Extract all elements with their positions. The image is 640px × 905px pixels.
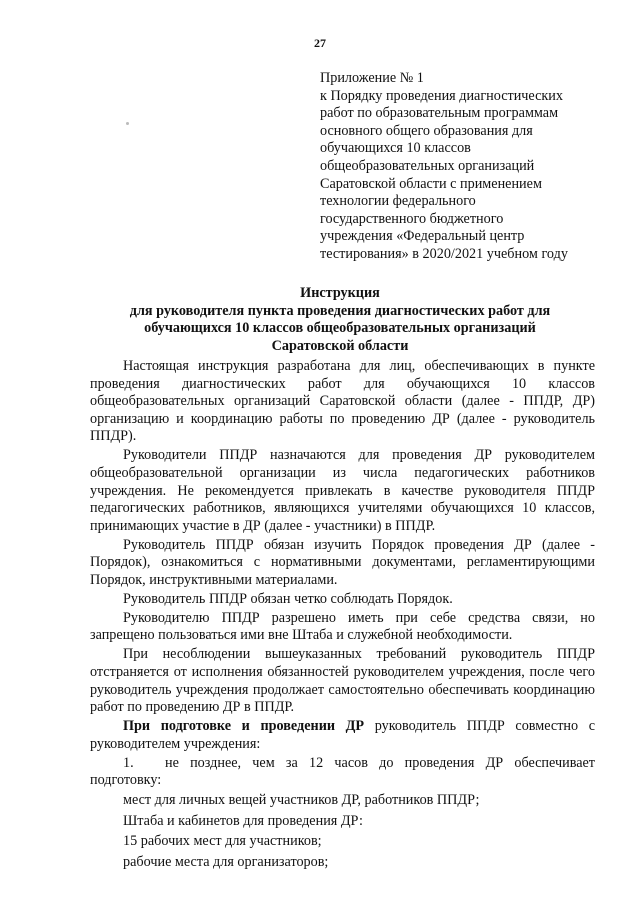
sub-item: 15 рабочих мест для участников; [123,833,322,850]
preparation-lead: При подготовке и проведении ДР [123,718,365,735]
document-title [80,285,600,355]
appendix-line: к Порядку проведения диагностических [320,87,563,104]
appendix-line: учреждения «Федеральный центр [320,228,525,245]
sub-item: мест для личных вещей участников ДР, работников ППДР; [123,791,480,808]
sub-item: рабочие места для организаторов; [123,853,329,870]
paragraph-communication: Руководителю ППДР разрешено иметь при себе средства связи, но запрещено пользоваться ими вне Штаба и служебной необходимости. [90,609,595,644]
document-body [90,358,595,874]
appendix-line: общеобразовательных организаций [320,157,535,174]
appendix-header [320,70,620,264]
title-line: обучающихся 10 классов общеобразовательных организаций [144,320,536,337]
title-heading: Инструкция [300,285,380,301]
appendix-line: работ по образовательным программам [320,105,559,122]
appendix-line: технологии федерального [320,193,476,210]
page-number: 27 [314,36,326,50]
title-line: Саратовской области [271,337,409,354]
appendix-line: Саратовской области с применением [320,175,542,192]
paragraph-obligations: Руководитель ППДР обязан изучить Порядок проведения ДР (далее - Порядок), ознакомиться с нормативными документами, регламентирующими Порядок, инструктивными материалами. [90,536,595,588]
paragraph-violations: При несоблюдении вышеуказанных требований руководитель ППДР отстраняется от исполнения обязанностей руководителем учреждения, после чего руководитель учреждения продолжает самостоятельно обеспечивать координацию работ по проведению ДР в ППДР. [90,646,595,716]
appendix-line: тестирования» в 2020/2021 учебном году [320,245,568,262]
appendix-line: обучающихся 10 классов [320,140,471,157]
sub-item: Штаба и кабинетов для проведения ДР: [123,812,363,829]
appendix-line: основного общего образования для [320,122,533,139]
paragraph-intro: Настоящая инструкция разработана для лиц, обеспечивающих в пункте проведения диагностических работ для обучающихся 10 классов общеобразовательных организаций Саратовской области (далее - ППДР, ДР) организацию и координацию работы по проведению ДР (далее - руководитель ППДР). [90,358,595,445]
preparation-text: руководитель ППДР совместно с руководителем учреждения: [90,718,595,752]
appendix-line: Приложение № 1 [320,70,424,86]
title-line: для руководителя пункта проведения диагностических работ для [129,302,551,319]
paragraph-preparation [90,718,595,753]
list-item-number: 1. [123,754,134,771]
scan-speck [126,122,129,125]
paragraph-appointment: Руководители ППДР назначаются для проведения ДР руководителем общеобразовательной организации из числа педагогических работников учреждения. Не рекомендуется привлекать в качестве руководителя ППДР педагогических работников, являющихся учителями обучающихся 10 классов, принимающих участие в ДР (далее - участники) в ППДР. [90,447,595,534]
list-item-text: не позднее, чем за 12 часов до проведения ДР обеспечивает подготовку: [90,754,595,789]
paragraph-compliance: Руководитель ППДР обязан четко соблюдать Порядок. [123,590,453,607]
appendix-line: государственного бюджетного [320,210,504,227]
list-item-1 [90,755,595,790]
